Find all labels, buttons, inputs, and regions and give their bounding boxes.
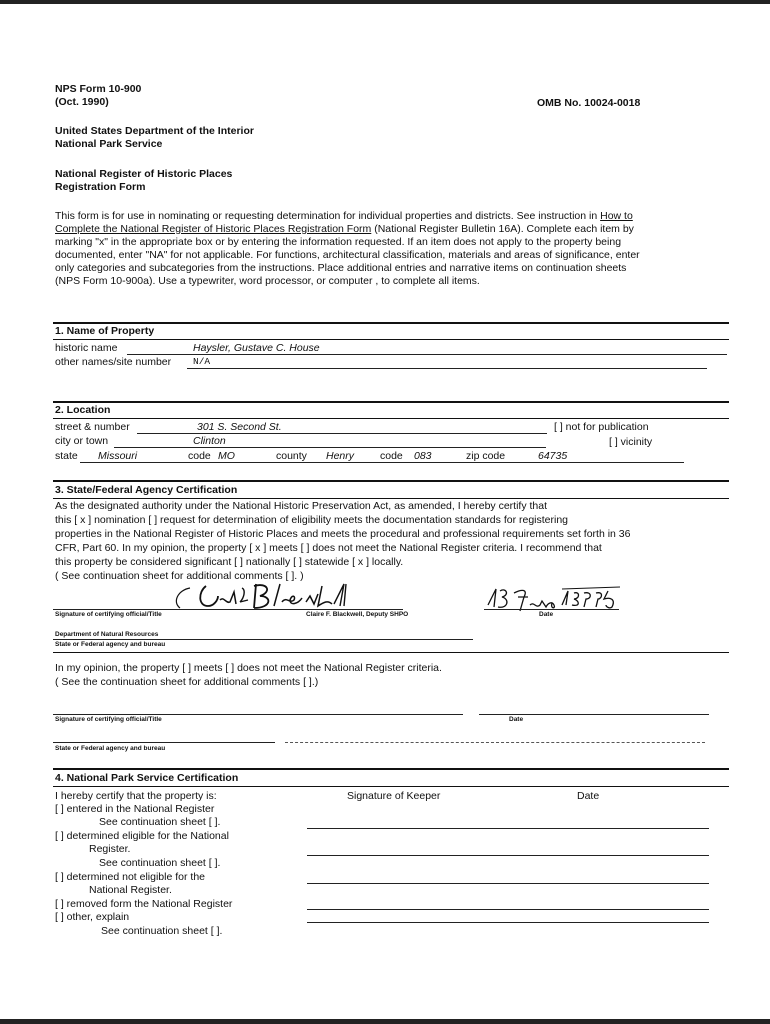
state-label: state — [55, 450, 78, 462]
city-line — [114, 447, 546, 448]
option-other[interactable]: [ ] other, explain — [55, 911, 130, 923]
signature-official-label-2: Signature of certifying official/Title — [55, 716, 162, 723]
state-code-label: code — [188, 450, 211, 462]
opinion-line-1: In my opinion, the property [ ] meets [ ] does not meet the National Register criteria. — [55, 662, 442, 674]
option-not-eligible-2: National Register. — [89, 884, 172, 896]
omb-number: OMB No. 10024-0018 — [537, 97, 641, 109]
agency-name: Department of Natural Resources — [55, 631, 159, 638]
not-for-publication-checkbox[interactable]: [ ] not for publication — [554, 421, 649, 433]
street-value: 301 S. Second St. — [197, 421, 282, 433]
register-name: National Register of Historic Places — [55, 168, 233, 180]
intro-line-3: marking "x" in the appropriate box or by entering the information requested. If an item does not apply to the property being — [55, 236, 622, 248]
intro-line-6: (NPS Form 10-900a). Use a typewriter, word processor, or computer , to complete all items. — [55, 275, 480, 287]
county-code-value: 083 — [414, 450, 432, 462]
opinion-line-2: ( See the continuation sheet for additional comments [ ].) — [55, 676, 319, 688]
city-label: city or town — [55, 435, 109, 447]
signature-printed-name: Claire F. Blackwell, Deputy SHPO — [306, 611, 409, 618]
signature-line-2 — [53, 714, 463, 715]
section-3-title: 3. State/Federal Agency Certification — [55, 484, 238, 496]
intro-line-1: This form is for use in nominating or requesting determination for individual properties and districts. See instruction in How to — [55, 210, 633, 222]
date-label-2: Date — [509, 716, 524, 723]
option-entered-continuation: See continuation sheet [ ]. — [99, 816, 221, 828]
county-value: Henry — [326, 450, 355, 462]
cert-line-1: As the designated authority under the National Historic Preservation Act, as amended, I hereby certify that — [55, 500, 548, 512]
intro-line-5: only categories and subcategories from the instructions. Place additional entries and narrative items on continuation sheets — [55, 262, 627, 274]
nps-certify-intro: I hereby certify that the property is: — [55, 790, 217, 802]
keeper-line-2 — [307, 855, 709, 856]
agency-line — [53, 639, 473, 640]
historic-name-label: historic name — [55, 342, 118, 354]
signature-line — [53, 609, 403, 610]
keeper-line-1 — [307, 828, 709, 829]
city-value: Clinton — [193, 435, 226, 447]
keeper-signature-label: Signature of Keeper — [347, 790, 441, 802]
option-entered[interactable]: [ ] entered in the National Register — [55, 803, 215, 815]
state-code-value: MO — [218, 450, 235, 462]
agency-bureau-label-2: State or Federal agency and bureau — [55, 745, 166, 752]
other-names-label: other names/site number — [55, 356, 172, 368]
form-number: NPS Form 10-900 — [55, 83, 142, 95]
option-determined-eligible-2: Register. — [89, 843, 131, 855]
section-4-rule — [53, 768, 729, 770]
cert-line-6: ( See continuation sheet for additional comments [ ]. ) — [55, 570, 304, 582]
section-1-subrule — [53, 339, 729, 340]
agency-line-2 — [53, 742, 275, 743]
street-label: street & number — [55, 421, 130, 433]
scan-edge-top — [0, 0, 770, 4]
form-title: Registration Form — [55, 181, 146, 193]
keeper-line-5 — [307, 922, 709, 923]
agency-bureau-label: State or Federal agency and bureau — [55, 641, 166, 648]
option-not-eligible[interactable]: [ ] determined not eligible for the — [55, 871, 206, 883]
historic-name-value: Haysler, Gustave C. House — [193, 342, 320, 354]
zip-value: 64735 — [538, 450, 568, 462]
zip-label: zip code — [466, 450, 506, 462]
option-determined-eligible-continuation: See continuation sheet [ ]. — [99, 857, 221, 869]
service-name: National Park Service — [55, 138, 163, 150]
section-3-rule — [53, 480, 729, 482]
section-2-rule — [53, 401, 729, 403]
keeper-line-4 — [307, 909, 709, 910]
agency-line-2-faded — [285, 742, 705, 743]
cert-line-3: properties in the National Register of Historic Places and meets the procedural and professional requirements set forth in 36 — [55, 528, 631, 540]
county-label: county — [276, 450, 307, 462]
other-names-value: N/A — [193, 356, 211, 367]
other-names-line — [187, 368, 707, 369]
section-2-title: 2. Location — [55, 404, 111, 416]
option-determined-eligible[interactable]: [ ] determined eligible for the National — [55, 830, 229, 842]
historic-name-line — [127, 354, 727, 355]
department-name: United States Department of the Interior — [55, 125, 254, 137]
form-date: (Oct. 1990) — [55, 96, 109, 108]
section-3-subrule — [53, 498, 729, 499]
signature-date-line — [484, 609, 619, 610]
vicinity-checkbox[interactable]: [ ] vicinity — [609, 436, 653, 448]
cert-line-2: this [ x ] nomination [ ] request for determination of eligibility meets the documentation standards for registering — [55, 514, 569, 526]
section-2-subrule — [53, 418, 729, 419]
scan-edge-bottom — [0, 1019, 770, 1024]
cert-line-5: this property be considered significant [ ] nationally [ ] statewide [ x ] locally. — [55, 556, 404, 568]
keeper-date-label: Date — [577, 790, 600, 802]
section-4-subrule — [53, 786, 729, 787]
section-4-title: 4. National Park Service Certification — [55, 772, 239, 784]
section-1-title: 1. Name of Property — [55, 325, 155, 337]
opinion-divider — [53, 652, 729, 653]
county-code-label: code — [380, 450, 403, 462]
state-line — [80, 462, 684, 463]
option-other-continuation: See continuation sheet [ ]. — [101, 925, 223, 937]
cert-line-4: CFR, Part 60. In my opinion, the property [ x ] meets [ ] does not meet the National Register criteria. I recommend that — [55, 542, 602, 554]
state-value: Missouri — [98, 450, 138, 462]
date-line-2 — [479, 714, 709, 715]
option-removed[interactable]: [ ] removed form the National Register — [55, 898, 233, 910]
intro-line-2: Complete the National Register of Historic Places Registration Form (National Register Bulletin 16A). Complete each item by — [55, 223, 634, 235]
street-line — [137, 433, 547, 434]
intro-line-4: documented, enter "NA" for not applicable. For functions, architectural classification, materials and areas of significance, enter — [55, 249, 640, 261]
signature-official-label: Signature of certifying official/Title — [55, 611, 162, 618]
signature-date-label: Date — [539, 611, 554, 618]
section-1-rule — [53, 322, 729, 324]
keeper-line-3 — [307, 883, 709, 884]
